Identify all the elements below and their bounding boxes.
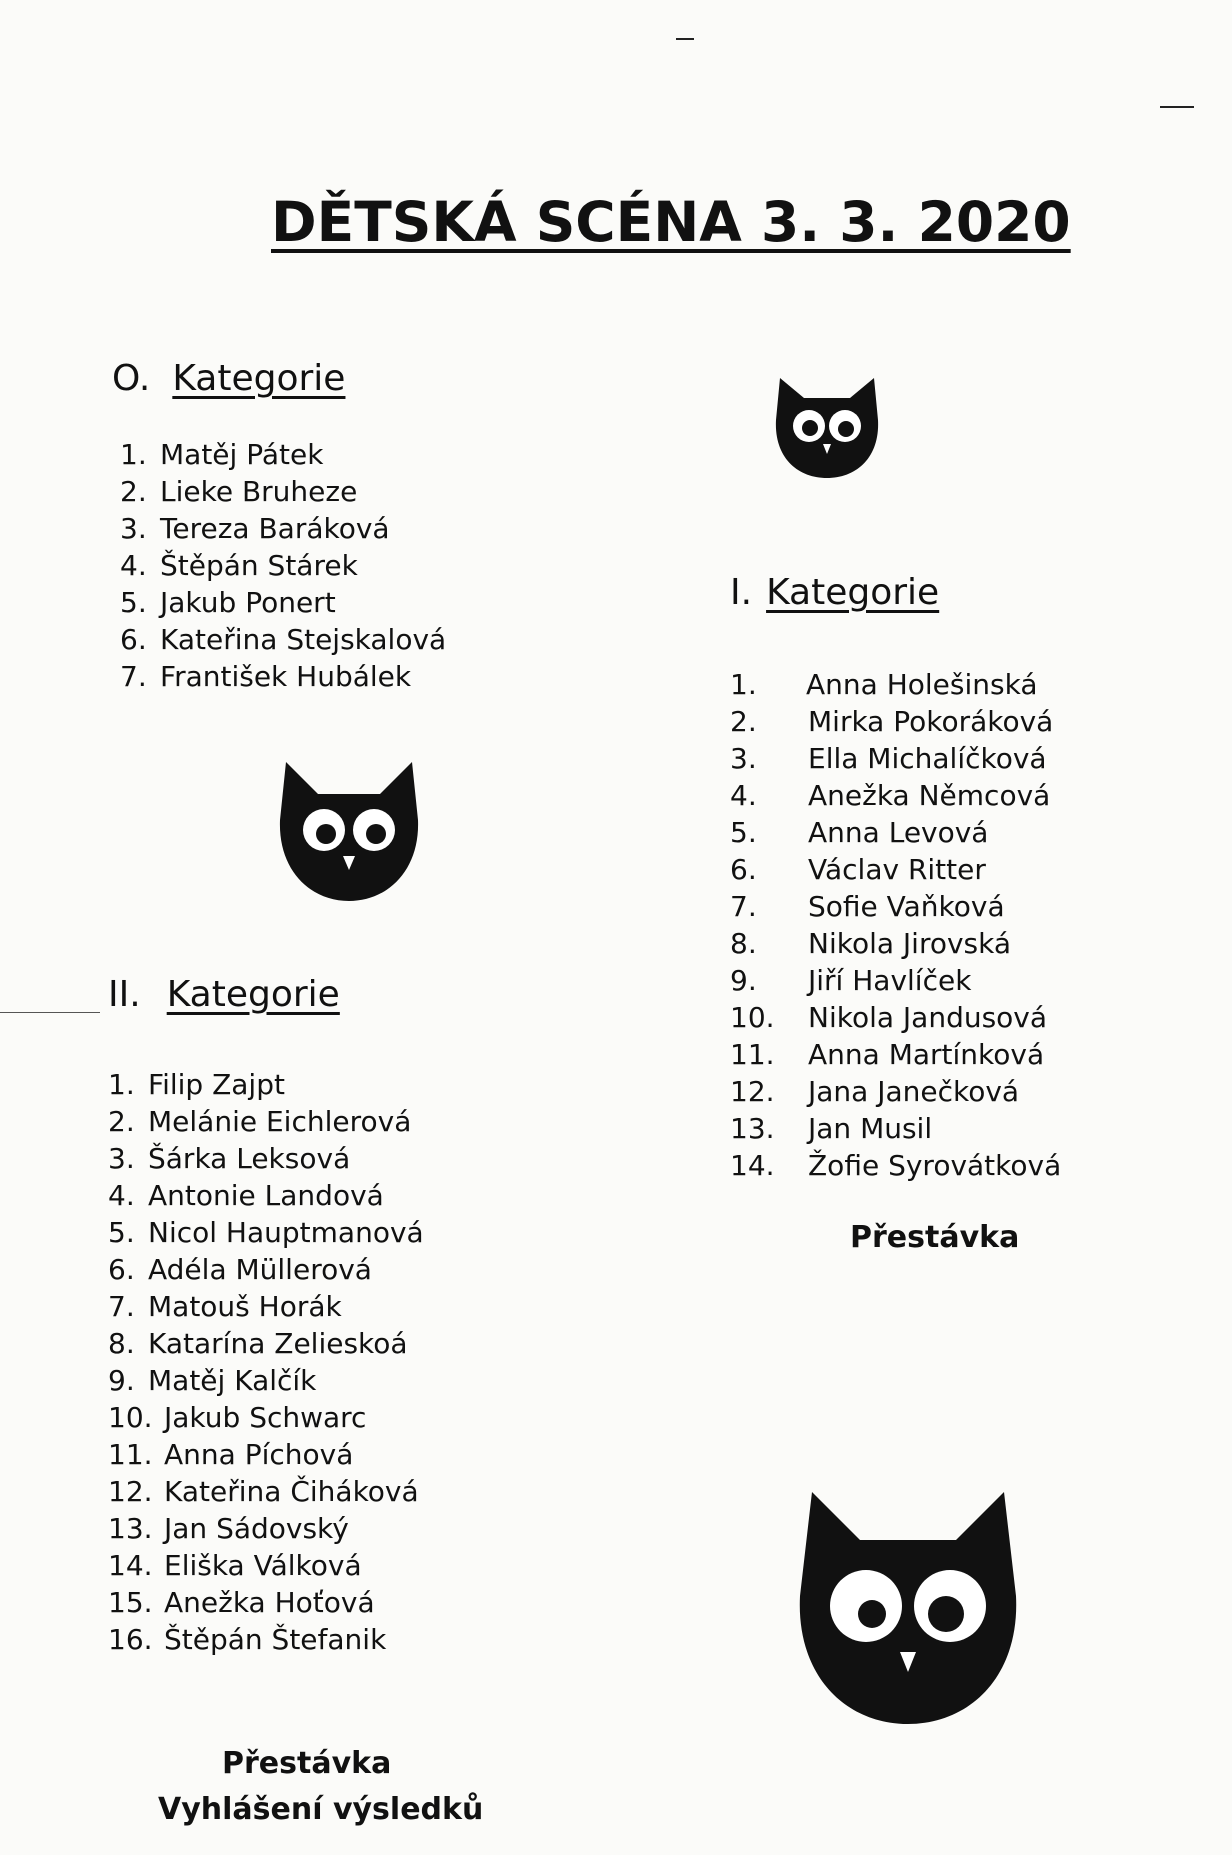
list-item	[730, 1036, 1150, 1073]
item-number: 12.	[108, 1475, 153, 1508]
item-number: 6.	[108, 1253, 135, 1286]
list-item	[120, 436, 540, 473]
participant-name: Antonie Landová	[148, 1179, 384, 1212]
item-number: 8.	[730, 927, 757, 960]
participant-name: Eliška Válková	[164, 1549, 362, 1582]
item-number: 1.	[108, 1068, 135, 1101]
list-item	[108, 1621, 548, 1658]
item-number: 6.	[730, 853, 757, 886]
list-item	[730, 814, 1150, 851]
scan-mark	[0, 1012, 100, 1013]
owl-icon	[790, 1486, 1026, 1726]
item-number: 10.	[108, 1401, 153, 1434]
category-label: Kategorie	[166, 974, 340, 1015]
participant-name: Filip Zajpt	[148, 1068, 285, 1101]
participant-name: Anna Holešinská	[806, 668, 1038, 701]
item-number: 7.	[108, 1290, 135, 1323]
participant-name: Štěpán Stárek	[160, 549, 358, 582]
category-label: Kategorie	[172, 358, 346, 399]
list-item	[730, 888, 1150, 925]
participant-list-o	[120, 436, 540, 695]
participant-name: Anna Martínková	[808, 1038, 1045, 1071]
item-number: 11.	[730, 1038, 775, 1071]
participant-name: Jana Janečková	[808, 1075, 1020, 1108]
list-item	[120, 473, 540, 510]
item-number: 1.	[120, 438, 147, 471]
page-title: DĚTSKÁ SCÉNA 3. 3. 2020	[271, 190, 1071, 254]
participant-name: Sofie Vaňková	[808, 890, 1005, 923]
participant-name: Matěj Pátek	[160, 438, 324, 471]
participant-list-ii	[108, 1066, 548, 1658]
list-item	[108, 1140, 548, 1177]
list-item	[108, 1362, 548, 1399]
participant-name: Anežka Hoťová	[164, 1586, 375, 1619]
list-item	[108, 1177, 548, 1214]
participant-name: Jiří Havlíček	[808, 964, 972, 997]
participant-name: Melánie Eichlerová	[148, 1105, 412, 1138]
category-number: I.	[730, 572, 753, 613]
participant-name: Mirka Pokoráková	[808, 705, 1054, 738]
list-item	[108, 1399, 548, 1436]
scan-mark	[676, 38, 694, 40]
participant-name: František Hubálek	[160, 660, 412, 693]
participant-name: Nikola Jirovská	[808, 927, 1012, 960]
list-item	[120, 584, 540, 621]
list-item	[108, 1547, 548, 1584]
item-number: 5.	[108, 1216, 135, 1249]
list-item	[730, 1110, 1150, 1147]
list-item	[108, 1288, 548, 1325]
participant-name: Adéla Müllerová	[148, 1253, 372, 1286]
item-number: 2.	[108, 1105, 135, 1138]
item-number: 7.	[730, 890, 757, 923]
owl-icon	[278, 758, 420, 903]
item-number: 6.	[120, 623, 147, 656]
item-number: 4.	[730, 779, 757, 812]
list-item	[730, 925, 1150, 962]
participant-name: Lieke Bruheze	[160, 475, 358, 508]
scan-mark	[1160, 106, 1194, 108]
list-item	[120, 547, 540, 584]
item-number: 5.	[120, 586, 147, 619]
participant-name: Jan Musil	[808, 1112, 933, 1145]
item-number: 5.	[730, 816, 757, 849]
item-number: 12.	[730, 1075, 775, 1108]
participant-name: Václav Ritter	[808, 853, 986, 886]
category-number: II.	[108, 974, 141, 1015]
item-number: 2.	[730, 705, 757, 738]
participant-name: Nicol Hauptmanová	[148, 1216, 424, 1249]
owl-icon	[774, 374, 880, 480]
category-heading-o	[112, 358, 345, 399]
item-number: 9.	[108, 1364, 135, 1397]
list-item	[730, 999, 1150, 1036]
participant-name: Šárka Leksová	[148, 1142, 351, 1175]
item-number: 13.	[108, 1512, 153, 1545]
item-number: 4.	[108, 1179, 135, 1212]
list-item	[108, 1251, 548, 1288]
item-number: 14.	[108, 1549, 153, 1582]
participant-name: Katarína Zelieskoá	[148, 1327, 408, 1360]
list-item	[108, 1214, 548, 1251]
item-number: 1.	[730, 668, 757, 701]
item-number: 9.	[730, 964, 757, 997]
item-number: 3.	[120, 512, 147, 545]
category-number: O.	[112, 358, 151, 399]
list-item	[108, 1325, 548, 1362]
list-item	[108, 1473, 548, 1510]
category-heading-ii	[108, 974, 340, 1015]
break-label-left: Přestávka	[222, 1746, 392, 1781]
participant-name: Kateřina Stejskalová	[160, 623, 447, 656]
item-number: 16.	[108, 1623, 153, 1656]
item-number: 3.	[108, 1142, 135, 1175]
participant-name: Tereza Baráková	[160, 512, 390, 545]
item-number: 13.	[730, 1112, 775, 1145]
participant-name: Matouš Horák	[148, 1290, 342, 1323]
participant-name: Jakub Schwarc	[164, 1401, 367, 1434]
category-label: Kategorie	[766, 572, 940, 613]
participant-list-i	[730, 666, 1150, 1184]
item-number: 15.	[108, 1586, 153, 1619]
list-item	[730, 740, 1150, 777]
participant-name: Nikola Jandusová	[808, 1001, 1048, 1034]
participant-name: Jakub Ponert	[160, 586, 336, 619]
participant-name: Kateřina Čiháková	[164, 1475, 419, 1508]
break-label-right: Přestávka	[850, 1220, 1020, 1255]
item-number: 3.	[730, 742, 757, 775]
list-item	[108, 1510, 548, 1547]
item-number: 2.	[120, 475, 147, 508]
item-number: 7.	[120, 660, 147, 693]
participant-name: Anežka Němcová	[808, 779, 1051, 812]
list-item	[730, 851, 1150, 888]
list-item	[730, 1073, 1150, 1110]
list-item	[730, 1147, 1150, 1184]
category-heading-i	[730, 572, 939, 613]
list-item	[120, 658, 540, 695]
item-number: 8.	[108, 1327, 135, 1360]
participant-name: Žofie Syrovátková	[808, 1149, 1062, 1182]
list-item	[730, 666, 1150, 703]
list-item	[730, 777, 1150, 814]
list-item	[108, 1103, 548, 1140]
item-number: 14.	[730, 1149, 775, 1182]
list-item	[120, 510, 540, 547]
item-number: 4.	[120, 549, 147, 582]
participant-name: Ella Michalíčková	[808, 742, 1047, 775]
participant-name: Matěj Kalčík	[148, 1364, 317, 1397]
item-number: 10.	[730, 1001, 775, 1034]
list-item	[730, 703, 1150, 740]
list-item	[108, 1584, 548, 1621]
list-item	[108, 1066, 548, 1103]
participant-name: Štěpán Štefanik	[164, 1623, 387, 1656]
list-item	[120, 621, 540, 658]
participant-name: Anna Levová	[808, 816, 989, 849]
participant-name: Jan Sádovský	[164, 1512, 349, 1545]
list-item	[108, 1436, 548, 1473]
results-label: Vyhlášení výsledků	[158, 1792, 484, 1827]
participant-name: Anna Píchová	[164, 1438, 354, 1471]
item-number: 11.	[108, 1438, 153, 1471]
list-item	[730, 962, 1150, 999]
